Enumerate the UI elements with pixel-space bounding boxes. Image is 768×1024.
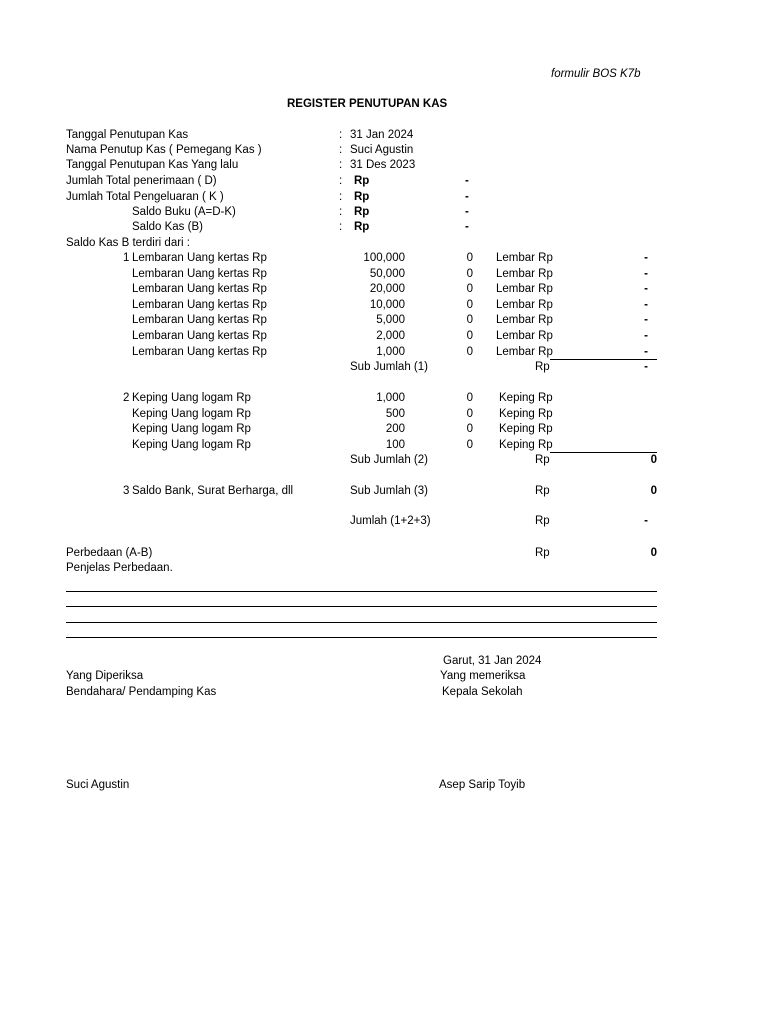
closing-date-label: Tanggal Penutupan Kas [66, 129, 189, 141]
cash-balance-value: - [465, 221, 469, 233]
currency-label: Rp [354, 175, 370, 187]
colon: : [339, 191, 343, 203]
difference-currency: Rp [535, 547, 550, 559]
coin-denomination: 100 [385, 438, 405, 451]
banknote-unit-label: Lembar Rp [496, 298, 553, 311]
colon: : [339, 206, 343, 218]
page-title: REGISTER PENUTUPAN KAS [287, 98, 448, 110]
banknote-denomination: 5,000 [376, 314, 405, 327]
explanation-line [66, 606, 657, 607]
banknote-row-total: - [644, 267, 648, 280]
bank-label: Saldo Bank, Surat Berharga, dll [132, 485, 294, 497]
closer-name-label: Nama Penutup Kas ( Pemegang Kas ) [66, 144, 262, 156]
banknote-unit-label: Lembar Rp [496, 267, 553, 280]
explanation-label: Penjelas Perbedaan. [66, 562, 173, 574]
banknote-row-total: - [644, 314, 648, 327]
banknote-denomination: 2,000 [376, 330, 405, 342]
explanation-line [66, 637, 657, 638]
coin-denomination: 1,000 [376, 392, 405, 404]
book-balance-label: Saldo Buku (A=D-K) [132, 206, 236, 218]
banknote-denomination: 50,000 [369, 267, 405, 280]
coin-item-label: Keping Uang logam Rp [132, 392, 251, 404]
banknote-denomination: 20,000 [369, 283, 405, 296]
prev-closing-date-value: 31 Des 2023 [350, 159, 416, 171]
coin-count: 0 [466, 438, 473, 451]
banknote-item-label: Lembaran Uang kertas Rp [132, 345, 267, 358]
coin-denomination: 200 [385, 423, 405, 436]
banknote-count: 0 [466, 314, 473, 327]
currency-label: Rp [354, 191, 370, 203]
place-date: Garut, 31 Jan 2024 [443, 655, 542, 667]
coin-item-label: Keping Uang logam Rp [132, 438, 251, 451]
total-receipts-label: Jumlah Total penerimaan ( D) [66, 175, 217, 187]
coin-unit-label: Keping Rp [499, 392, 553, 404]
total-expenses-label: Jumlah Total Pengeluaran ( K ) [66, 191, 224, 203]
banknote-row-total: - [644, 330, 648, 342]
difference-label: Perbedaan (A-B) [66, 547, 153, 559]
banknote-item-label: Lembaran Uang kertas Rp [132, 252, 267, 264]
coin-count: 0 [466, 407, 473, 420]
coin-subtotal-label: Sub Jumlah (2) [350, 454, 428, 466]
banknote-row-total: - [644, 298, 648, 311]
banknote-unit-label: Lembar Rp [496, 314, 553, 327]
banknote-unit-label: Lembar Rp [496, 283, 553, 296]
coin-unit-label: Keping Rp [499, 423, 553, 436]
banknote-denomination: 1,000 [376, 345, 405, 358]
coin-item-label: Keping Uang logam Rp [132, 407, 251, 420]
banknote-denomination: 10,000 [369, 298, 405, 311]
banknote-unit-label: Lembar Rp [496, 345, 553, 358]
coin-subtotal-currency: Rp [535, 454, 550, 466]
section-number-2: 2 [123, 392, 130, 404]
difference-value: 0 [650, 547, 657, 559]
colon: : [339, 175, 343, 187]
bank-subtotal-currency: Rp [535, 485, 550, 497]
banknote-item-label: Lembaran Uang kertas Rp [132, 267, 267, 280]
banknote-subtotal-value: - [644, 361, 648, 373]
colon: : [339, 144, 343, 156]
right-signer-role: Yang memeriksa [440, 670, 526, 682]
banknote-subtotal-label: Sub Jumlah (1) [350, 361, 428, 373]
colon: : [339, 221, 343, 233]
coin-count: 0 [466, 423, 473, 436]
bank-subtotal-label: Sub Jumlah (3) [350, 485, 428, 497]
coin-item-label: Keping Uang logam Rp [132, 423, 251, 436]
explanation-line [66, 591, 657, 592]
right-signer-name: Asep Sarip Toyib [439, 779, 526, 791]
form-code: formulir BOS K7b [551, 68, 641, 80]
banknote-row-total: - [644, 283, 648, 296]
bank-subtotal-value: 0 [650, 485, 657, 497]
grand-total-label: Jumlah (1+2+3) [350, 515, 431, 527]
right-signer-position: Kepala Sekolah [442, 686, 523, 698]
banknote-count: 0 [466, 283, 473, 296]
left-signer-role: Yang Diperiksa [66, 670, 144, 682]
closer-name-value: Suci Agustin [350, 144, 414, 156]
banknote-count: 0 [466, 267, 473, 280]
book-balance-value: - [465, 206, 469, 218]
banknote-count: 0 [466, 345, 473, 358]
grand-total-value: - [644, 515, 648, 527]
explanation-line [66, 622, 657, 623]
section-number-1: 1 [123, 252, 130, 264]
coin-unit-label: Keping Rp [499, 407, 553, 420]
banknote-denomination: 100,000 [363, 252, 405, 264]
currency-label: Rp [354, 221, 370, 233]
section-number-3: 3 [123, 485, 130, 497]
banknote-count: 0 [466, 298, 473, 311]
banknote-count: 0 [466, 330, 473, 342]
banknote-row-total: - [644, 252, 648, 264]
banknote-unit-label: Lembar Rp [496, 252, 553, 264]
total-receipts-value: - [465, 175, 469, 187]
banknote-row-total: - [644, 345, 648, 358]
currency-label: Rp [354, 206, 370, 218]
banknote-item-label: Lembaran Uang kertas Rp [132, 314, 267, 327]
prev-closing-date-label: Tanggal Penutupan Kas Yang lalu [66, 159, 239, 171]
banknote-item-label: Lembaran Uang kertas Rp [132, 283, 267, 296]
left-signer-position: Bendahara/ Pendamping Kas [66, 686, 217, 698]
colon: : [339, 129, 343, 141]
banknote-subtotal-currency: Rp [535, 361, 550, 373]
coin-unit-label: Keping Rp [499, 438, 553, 451]
colon: : [339, 159, 343, 171]
banknote-item-label: Lembaran Uang kertas Rp [132, 298, 267, 311]
banknote-item-label: Lembaran Uang kertas Rp [132, 330, 267, 342]
closing-date-value: 31 Jan 2024 [350, 129, 414, 141]
left-signer-name: Suci Agustin [66, 779, 130, 791]
banknote-unit-label: Lembar Rp [496, 330, 553, 342]
cash-balance-label: Saldo Kas (B) [132, 221, 203, 233]
grand-total-currency: Rp [535, 515, 550, 527]
coin-count: 0 [466, 392, 473, 404]
breakdown-label: Saldo Kas B terdiri dari : [66, 237, 191, 249]
coin-subtotal-value: 0 [650, 454, 657, 466]
total-expenses-value: - [465, 191, 469, 203]
banknote-count: 0 [466, 252, 473, 264]
coin-denomination: 500 [385, 407, 405, 420]
